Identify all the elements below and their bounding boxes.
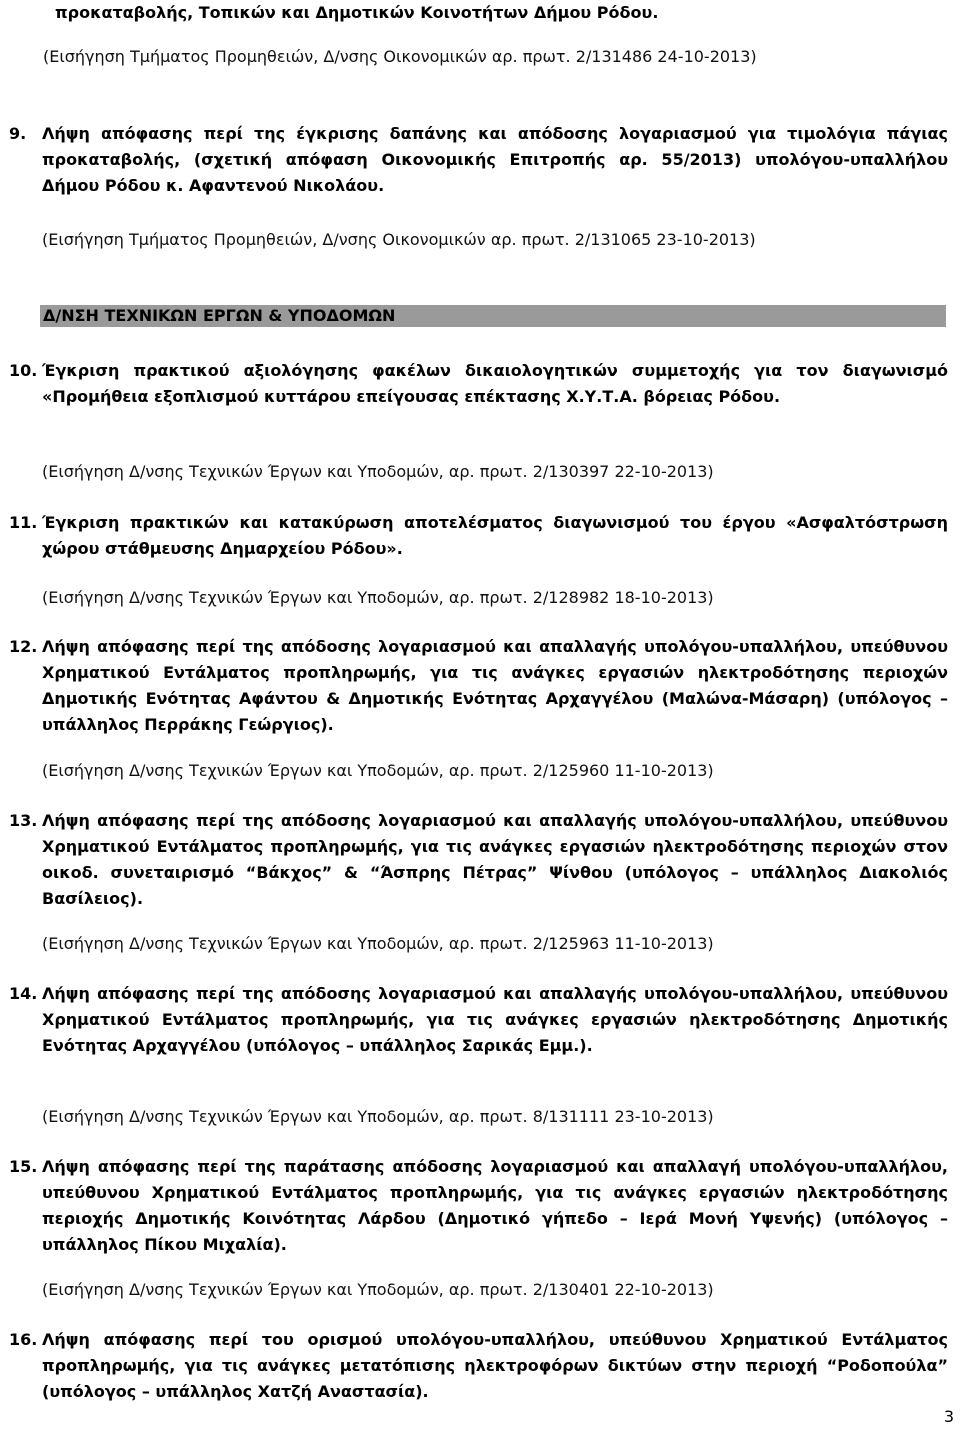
intro-reference: (Εισήγηση Τμήματος Προμηθειών, Δ/νσης Οικονομικών αρ. πρωτ. 2/131486 24-10-2013) [43, 47, 757, 66]
item-text: Έγκριση πρακτικών και κατακύρωση αποτελέσματος διαγωνισμού του έργου «Ασφαλτόστρωση χώρου στάθμευσης Δημαρχείου Ρόδου». [42, 513, 948, 558]
agenda-item-10 [9, 358, 948, 410]
item-12-reference: (Εισήγηση Δ/νσης Τεχνικών Έργων και Υποδομών, αρ. πρωτ. 2/125960 11-10-2013) [42, 761, 714, 780]
agenda-item-9 [9, 121, 948, 199]
agenda-item-11 [9, 510, 948, 562]
page-number: 3 [943, 1407, 954, 1426]
item-15-reference: (Εισήγηση Δ/νσης Τεχνικών Έργων και Υποδομών, αρ. πρωτ. 2/130401 22-10-2013) [42, 1280, 714, 1299]
section-header: Δ/ΝΣΗ ΤΕΧΝΙΚΩΝ ΕΡΓΩΝ & ΥΠΟΔΟΜΩΝ [40, 305, 946, 327]
item-text: Έγκριση πρακτικού αξιολόγησης φακέλων δικαιολογητικών συμμετοχής για τον διαγωνισμό «Προμήθεια εξοπλισμού κυττάρου επείγουσας επέκτασης Χ.Υ.Τ.Α. βόρειας Ρόδου. [42, 361, 948, 406]
item-number: 12. [9, 637, 38, 656]
item-13-reference: (Εισήγηση Δ/νσης Τεχνικών Έργων και Υποδομών, αρ. πρωτ. 2/125963 11-10-2013) [42, 934, 714, 953]
agenda-item-15 [9, 1154, 948, 1258]
item-number: 9. [9, 124, 27, 143]
item-number: 14. [9, 984, 38, 1003]
item-10-reference: (Εισήγηση Δ/νσης Τεχνικών Έργων και Υποδομών, αρ. πρωτ. 2/130397 22-10-2013) [42, 462, 714, 481]
item-text: Λήψη απόφασης περί της έγκρισης δαπάνης και απόδοσης λογαριασμού για τιμολόγια πάγιας προκαταβολής, (σχετική απόφαση Οικονομικής Επιτροπής αρ. 55/2013) υπολόγου-υπαλλήλου Δήμου Ρόδου κ. Αφαντενού Νικολάου. [42, 124, 948, 195]
agenda-item-14 [9, 981, 948, 1059]
item-text: Λήψη απόφασης περί της απόδοσης λογαριασμού και απαλλαγής υπολόγου-υπαλλήλου, υπεύθυνου Χρηματικού Εντάλματος προπληρωμής, για τις ανάγκες εργασιών ηλεκτροδότησης περιοχών Δημοτικής Ενότητας Αφάντου & Δημοτικής Ενότητας Αρχαγγέλου (Μαλώνα-Μάσαρη) (υπόλογος – υπάλληλος Περράκης Γεώργιος). [42, 637, 948, 734]
item-number: 15. [9, 1157, 38, 1176]
item-number: 11. [9, 513, 38, 532]
agenda-item-16 [9, 1327, 948, 1405]
agenda-item-12 [9, 634, 948, 738]
item-9-reference: (Εισήγηση Τμήματος Προμηθειών, Δ/νσης Οικονομικών αρ. πρωτ. 2/131065 23-10-2013) [42, 230, 756, 249]
item-11-reference: (Εισήγηση Δ/νσης Τεχνικών Έργων και Υποδομών, αρ. πρωτ. 2/128982 18-10-2013) [42, 588, 714, 607]
intro-line: προκαταβολής, Τοπικών και Δημοτικών Κοινοτήτων Δήμου Ρόδου. [55, 3, 659, 22]
item-text: Λήψη απόφασης περί της απόδοσης λογαριασμού και απαλλαγής υπολόγου-υπαλλήλου, υπεύθυνου Χρηματικού Εντάλματος προπληρωμής, για τις ανάγκες εργασιών ηλεκτροδότησης Δημοτικής Ενότητας Αρχαγγέλου (υπόλογος – υπάλληλος Σαρικάς Εμμ.). [42, 984, 948, 1055]
item-number: 10. [9, 361, 38, 380]
item-14-reference: (Εισήγηση Δ/νσης Τεχνικών Έργων και Υποδομών, αρ. πρωτ. 8/131111 23-10-2013) [42, 1107, 714, 1126]
agenda-item-13 [9, 808, 948, 912]
item-number: 13. [9, 811, 38, 830]
item-text: Λήψη απόφασης περί του ορισμού υπολόγου-υπαλλήλου, υπεύθυνου Χρηματικού Εντάλματος προπληρωμής, για τις ανάγκες μετατόπισης ηλεκτροφόρων δικτύων στην περιοχή “Ροδοπούλα” (υπόλογος – υπάλληλος Χατζή Αναστασία). [42, 1330, 948, 1401]
item-text: Λήψη απόφασης περί της παράτασης απόδοσης λογαριασμού και απαλλαγή υπολόγου-υπαλλήλου, υπεύθυνου Χρηματικού Εντάλματος προπληρωμής, για τις ανάγκες εργασιών ηλεκτροδότησης περιοχής Δημοτικής Κοινότητας Λάρδου (Δημοτικό γήπεδο – Ιερά Μονή Υψενής) (υπόλογος – υπάλληλος Πίκου Μιχαλία). [42, 1157, 948, 1254]
item-number: 16. [9, 1330, 38, 1349]
item-text: Λήψη απόφασης περί της απόδοσης λογαριασμού και απαλλαγής υπολόγου-υπαλλήλου, υπεύθυνου Χρηματικού Εντάλματος προπληρωμής, για τις ανάγκες εργασιών ηλεκτροδότησης περιοχών στον οικοδ. συνεταιρισμό “Βάκχος” & “Άσπρης Πέτρας” Ψίνθου (υπόλογος – υπάλληλος Διακολιός Βασίλειος). [42, 811, 948, 908]
